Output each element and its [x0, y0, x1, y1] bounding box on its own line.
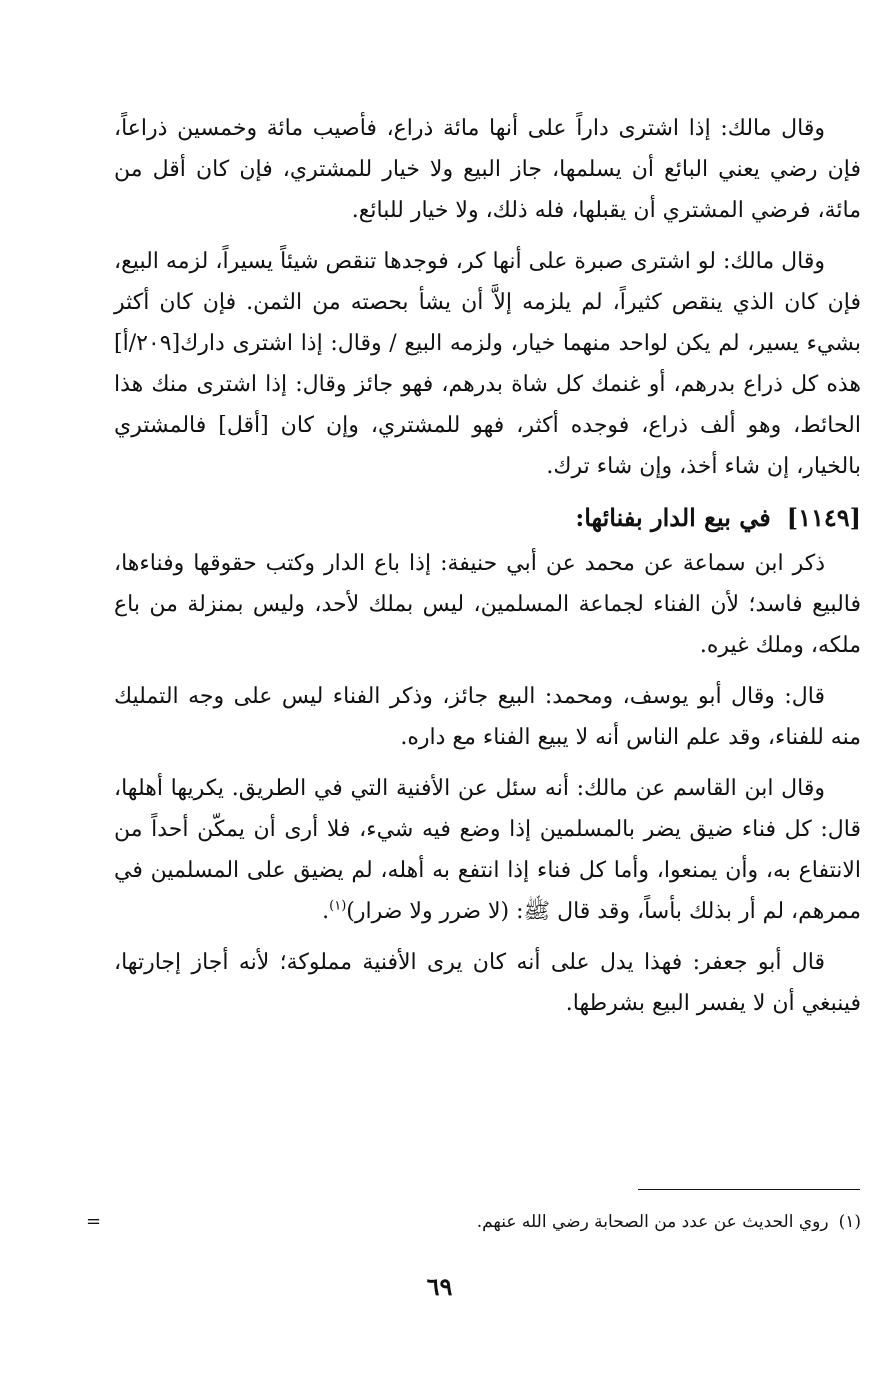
- paragraph-ibn-qasim-text: وقال ابن القاسم عن مالك: أنه سئل عن الأفنية التي في الطريق. يكريها أهلها، قال: كل فناء ضيق يضر بالمسلمين إذا وضع فيه شيء، فلا أرى أن يمكّن أحداً من الانتفاع به، وأن يمنعوا، وأما كل فناء إذا انتفع به أهله، لم يضيق على المسلمين في ممرهم، لم أر بذلك بأساً، وقد قال ﷺ: (لا ضرر ولا ضرار): [114, 776, 861, 924]
- paragraph-abu-hanifa: ذكر ابن سماعة عن محمد عن أبي حنيفة: إذا باع الدار وكتب حقوقها وفناءها، فالبيع فاسد؛ لأن الفناء لجماعة المسلمين، ليس بملك لأحد، وليس بمنزلة من باع ملكه، وملك غيره.: [114, 551, 861, 658]
- page-number: ٦٩: [426, 1272, 453, 1301]
- footnote: [477, 1208, 861, 1236]
- main-text: [108, 108, 861, 1034]
- section-number: [١١٤٩]: [786, 503, 861, 532]
- section-heading: [108, 497, 861, 539]
- paragraph-ibn-qasim: [108, 768, 861, 932]
- paragraph-ibn-qasim-end: .: [322, 899, 330, 924]
- footnote-text: روي الحديث عن عدد من الصحابة رضي الله عنهم.: [476, 1212, 829, 1232]
- paragraph-abu-yusuf: قال: وقال أبو يوسف، ومحمد: البيع جائز، وذكر الفناء ليس على وجه التمليك منه للفناء، وقد علم الناس أنه لا يبيع الفناء مع داره.: [114, 684, 861, 750]
- footnote-number: (١): [838, 1212, 861, 1232]
- section-title: في بيع الدار بفنائها:: [575, 503, 771, 532]
- paragraph-malik-house: وقال مالك: إذا اشترى داراً على أنها مائة ذراع، فأصيب مائة وخمسين ذراعاً، فإن رضي يعني البائع أن يسلمها، جاز البيع ولا خيار للمشتري، فإن كان أقل من مائة، فرضي المشتري أن يقبلها، فله ذلك، ولا خيار للبائع.: [114, 116, 861, 223]
- footnote-divider: [638, 1189, 860, 1190]
- paragraph-abu-jafar: قال أبو جعفر: فهذا يدل على أنه كان يرى الأفنية مملوكة؛ لأنه أجاز إجارتها، فينبغي أن لا يفسر البيع بشرطها.: [114, 950, 861, 1016]
- paragraph-malik-heap: وقال مالك: لو اشترى صبرة على أنها كر، فوجدها تنقص شيئاً يسيراً، لزمه البيع، فإن كان الذي ينقص كثيراً، لم يلزمه إلاَّ أن يشأ بحصته من الثمن. فإن كان أكثر بشيء يسير، لم يكن لواحد منهما خيار، ولزمه البيع / وقال: إذا اشترى دارك[٢٠٩/أ] هذه كل ذراع بدرهم، أو غنمك كل شاة بدرهم، فهو جائز وقال: إذا اشترى منك هذا الحائط، وهو ألف ذراع، فوجده أكثر، فهو للمشتري، وإن كان [أقل] فالمشتري بالخيار، إن شاء أخذ، وإن شاء ترك.: [114, 249, 861, 479]
- continued-mark: =: [86, 1211, 102, 1232]
- footnote-reference: (١): [329, 898, 347, 914]
